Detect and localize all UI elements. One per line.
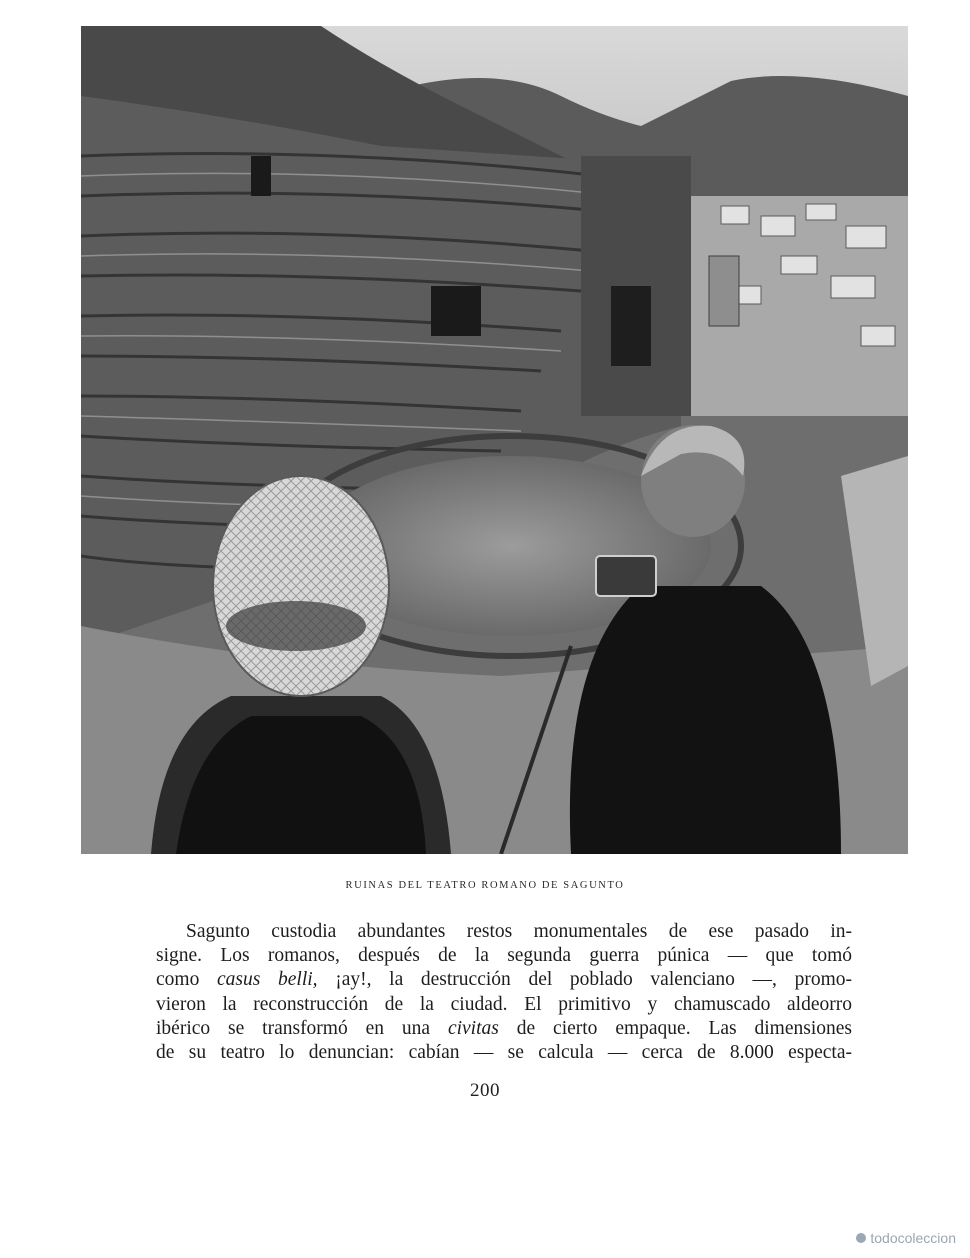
text-line [156, 920, 852, 944]
italic-phrase: casus belli, [217, 969, 318, 991]
text-run: ibérico se transformó en una [156, 1017, 448, 1039]
photo-caption: RUINAS DEL TEATRO ROMANO DE SAGUNTO [345, 880, 625, 891]
text-run: de cierto empaque. Las dimensiones [498, 1017, 852, 1039]
text-line [156, 968, 852, 992]
watermark [856, 1230, 956, 1246]
text-run: Sagunto custodia abundantes restos monumentales de ese pasado in- [186, 921, 852, 942]
text-run: como [156, 969, 217, 991]
italic-phrase: civitas [447, 1017, 499, 1039]
text-line [156, 1041, 852, 1065]
watermark-logo-icon [856, 1233, 866, 1243]
theatre-photograph [81, 26, 908, 854]
watermark-text: todocoleccion [870, 1230, 956, 1246]
page-number: 200 [470, 1080, 500, 1101]
text-line [156, 1017, 852, 1041]
body-paragraph [156, 920, 852, 1065]
text-run: ¡ay!, la destrucción del poblado valenciano —, promo- [317, 969, 853, 991]
text-run: de su teatro lo denuncian: cabían — se calcula — cerca de 8.000 especta- [156, 1042, 852, 1064]
text-line [156, 944, 852, 968]
text-run: signe. Los romanos, después de la segunda guerra púnica — que tomó [156, 945, 852, 967]
text-run: vieron la reconstrucción de la ciudad. El primitivo y chamuscado aldeorro [156, 993, 852, 1015]
text-line [156, 993, 852, 1017]
